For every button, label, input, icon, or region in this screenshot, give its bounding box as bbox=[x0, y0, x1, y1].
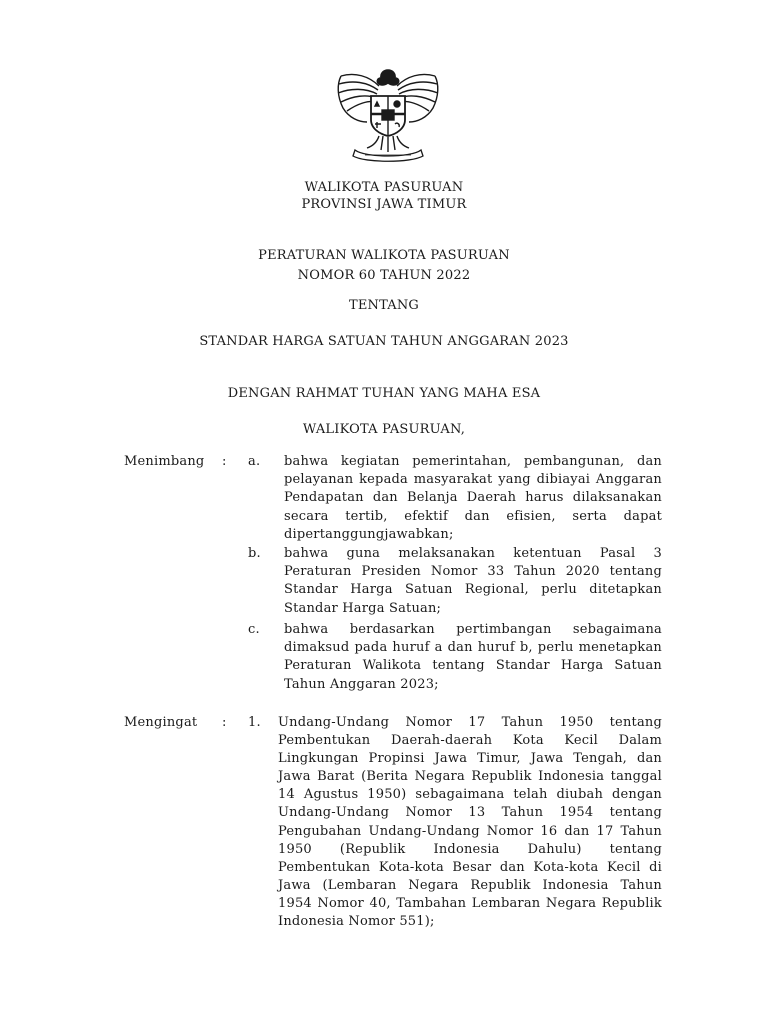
menimbang-item-b-marker: b. bbox=[248, 546, 261, 561]
preamble-issuer: WALIKOTA PASURUAN, bbox=[302, 422, 466, 437]
menimbang-item-b-text: bahwa guna melaksanakan ketentuan Pasal 3 Peraturan Presiden Nomor 33 Tahun 2020 tentang Standar Harga Satuan Regional, perlu ditetapkan Standar Harga Satuan; bbox=[284, 546, 662, 616]
regulation-about: TENTANG bbox=[348, 298, 420, 313]
regulation-subject: STANDAR HARGA SATUAN TAHUN ANGGARAN 2023 bbox=[199, 334, 569, 349]
regulation-number: NOMOR 60 TAHUN 2022 bbox=[297, 268, 471, 283]
garuda-emblem-icon bbox=[333, 66, 443, 166]
menimbang-item-c-text: bahwa berdasarkan pertimbangan sebagaimana dimaksud pada huruf a dan huruf b, perlu menetapkan Peraturan Walikota tentang Standar Harga Satuan Tahun Anggaran 2023; bbox=[284, 622, 662, 692]
authority-line-1: WALIKOTA PASURUAN bbox=[304, 180, 464, 195]
mengingat-item-1-text: Undang-Undang Nomor 17 Tahun 1950 tentang Pembentukan Daerah-daerah Kota Kecil Dalam Lingkungan Propinsi Jawa Timur, Jawa Tengah, dan Jawa Barat (Berita Negara Republik Indonesia tanggal 14 Agustus 1950) sebagaimana telah diubah dengan Undang-Undang Nomor 13 Tahun 1954 tentang Pengubahan Undang-Undang Nomor 16 dan 17 Tahun 1950 (Republik Indonesia Dahulu) tentang Pembentukan Kota-kota Besar dan Kota-kota Kecil di Jawa (Lembaran Negara Republik Indonesia Tahun 1954 Nomor 40, Tambahan Lembaran Negara Republik Indonesia Nomor 551); bbox=[278, 715, 662, 930]
mengingat-item-1-marker: 1. bbox=[248, 715, 261, 730]
authority-line-2: PROVINSI JAWA TIMUR bbox=[301, 197, 467, 212]
menimbang-label: Menimbang bbox=[124, 454, 205, 469]
menimbang-item-c-marker: c. bbox=[248, 622, 260, 637]
menimbang-colon: : bbox=[222, 454, 227, 469]
preamble-blessing: DENGAN RAHMAT TUHAN YANG MAHA ESA bbox=[227, 386, 541, 401]
menimbang-item-a-marker: a. bbox=[248, 454, 261, 469]
mengingat-label: Mengingat bbox=[124, 715, 198, 730]
menimbang-item-a-text: bahwa kegiatan pemerintahan, pembangunan, dan pelayanan kepada masyarakat yang dibiayai Anggaran Pendapatan dan Belanja Daerah harus dilaksanakan secara tertib, efektif dan efisien, serta dapat dipertanggungjawabkan; bbox=[284, 454, 662, 542]
regulation-title: PERATURAN WALIKOTA PASURUAN bbox=[258, 248, 510, 263]
mengingat-colon: : bbox=[222, 715, 227, 730]
